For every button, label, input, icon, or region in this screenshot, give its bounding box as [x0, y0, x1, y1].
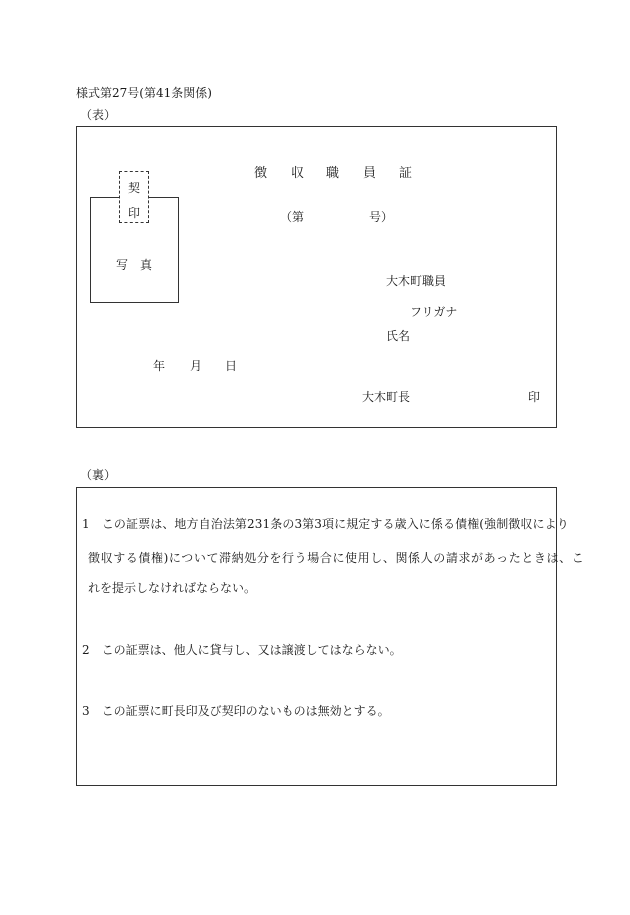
- date-month: 月: [190, 359, 203, 373]
- date-year: 年: [153, 359, 166, 373]
- title-char: 証: [399, 166, 413, 181]
- back-item-1-line-1: 1 この証票は、地方自治法第231条の3第3項に規定する歳入に係る債権(強制徴収により: [82, 517, 569, 531]
- seal-char-bottom: 印: [128, 206, 141, 220]
- photo-label: 写 真: [116, 258, 153, 272]
- card-number-prefix: （第: [280, 210, 305, 224]
- back-item-1-line-3: れを提示しなければならない。: [88, 581, 257, 595]
- issuer: 大木町長: [362, 390, 411, 404]
- card-number-suffix: 号）: [369, 210, 394, 224]
- back-item-3: 3 この証票に町長印及び契印のないものは無効とする。: [82, 704, 390, 718]
- title-char: 収: [291, 166, 305, 181]
- title-char: 職: [326, 166, 340, 181]
- front-label: （表）: [80, 108, 117, 122]
- back-card: [76, 487, 557, 786]
- seal-char-top: 契: [128, 181, 141, 195]
- back-label: （裏）: [80, 468, 117, 482]
- form-number: 様式第27号(第41条関係): [76, 86, 212, 100]
- back-item-1-line-2: 徴収する債権)について滞納処分を行う場合に使用し、関係人の請求があったときは、こ: [88, 551, 585, 565]
- issuer-seal: 印: [528, 390, 541, 404]
- furigana-label: フリガナ: [410, 305, 458, 319]
- name-label: 氏名: [386, 329, 411, 343]
- affiliation: 大木町職員: [386, 274, 447, 288]
- back-item-2: 2 この証票は、他人に貸与し、又は譲渡してはならない。: [82, 643, 402, 657]
- title-char: 徴: [254, 166, 268, 181]
- date-day: 日: [225, 359, 238, 373]
- title-char: 員: [363, 166, 377, 181]
